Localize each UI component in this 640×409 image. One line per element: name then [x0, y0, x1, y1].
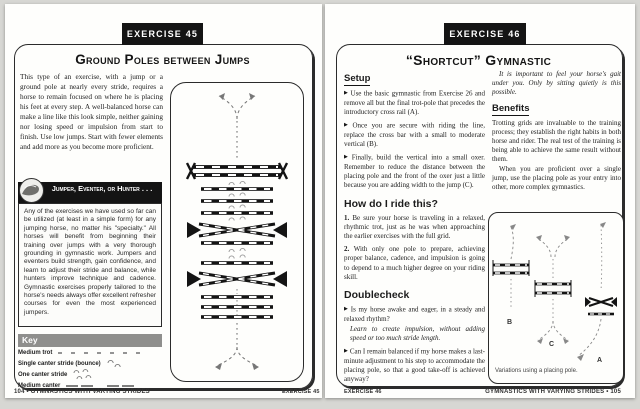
left-intro-column: [20, 72, 163, 156]
doublecheck-question: [344, 347, 485, 384]
bullet-icon: ▶: [344, 306, 349, 312]
doublecheck-question-text: Is my horse awake and eager, in a steady and relaxed rhythm?: [344, 305, 485, 323]
sidebar-body: Any of the exercises we have used so far can be utilized (at least in a simple form) for any jumping horse, no matter his "specialty." All horses will benefit from beginning their training over jumps with a very thorough grounding in gymnastic work. Jumpers and eventers build strength, gain confidence, and learn to adjust their stride and balance, while hunters improve technique and cadence. Gymnastic exercises properly tailored to the horse's needs always offer excellent refresher courses for even the most experienced jumpers.: [18, 203, 162, 327]
setup-bullet-text: Use the basic gymnastic from Exercise 26 and remove all but the final trot-pole that precedes the introductory cross rail (A).: [344, 89, 485, 116]
benefits-paragraph: Trotting grids are invaluable to the training process; they establish the right habits in both horse and rider. The real test of the training is being able to achieve the same result without them.: [492, 118, 621, 164]
sidebar-title: Jumper, Eventer, or Hunter . . .: [18, 182, 162, 203]
benefits-heading: Benefits: [492, 102, 530, 114]
bounce-symbol: [105, 359, 125, 369]
right-page-right-column: [492, 70, 621, 196]
key-title: Key: [18, 334, 162, 347]
setup-bullet: [344, 153, 485, 190]
right-page-footer: GYMNASTICS WITH VARYING STRIDES • 105: [485, 389, 621, 395]
variations-diagram-graphic: [489, 213, 621, 363]
ride-step: [344, 214, 485, 242]
diagram-label-a: A: [597, 357, 603, 364]
right-page: [325, 4, 635, 398]
variations-diagram: [488, 212, 624, 384]
diagram-label-c: C: [549, 341, 555, 348]
ride-step: [344, 245, 485, 282]
benefits-paragraph: When you are proficient over a single jump, use the placing pole as your entry into other, more complex gymnastics.: [492, 164, 621, 192]
diagram-label-b: B: [507, 319, 513, 326]
one-canter-symbol: [71, 369, 99, 381]
gait-note: It is important to feel your horse's gait under you. Only by sitting quietly is this possible.: [492, 70, 621, 97]
key-label: Medium canter: [18, 383, 61, 389]
step-text: With only one pole to prepare, achieving proper balance, cadence, and impulsion is going to depend to a much higher degree on your riding skill.: [344, 245, 485, 281]
key-row-bounce: [18, 359, 125, 369]
step-number: 1.: [344, 213, 350, 222]
key-label: Medium trot: [18, 350, 53, 356]
doublecheck-question: [344, 305, 485, 324]
course-diagram: [170, 82, 304, 382]
right-page-footer-exercise: EXERCISE 46: [344, 389, 382, 395]
right-page-left-column: [344, 68, 485, 389]
left-page-footer: 104 • GYMNASTICS WITH VARYING STRIDES: [14, 389, 150, 395]
bullet-icon: ▶: [344, 91, 349, 96]
right-page-title: “Shortcut” Gymnastic: [405, 52, 552, 68]
course-diagram-graphic: [171, 83, 303, 381]
doublecheck-tip: Learn to create impulsion, without adding speed or too much stride length.: [350, 324, 485, 343]
step-number: 2.: [344, 245, 350, 254]
medium-trot-symbol: [56, 350, 142, 356]
intro-paragraph: This type of an exercise, with a jump or a ground pole at nearly every stride, requires a horse to remain focused on where he is placing his feet at every step. A well-balanced horse can make a line like this look simple, neither gaining nor losing speed or impulsion from start to finish. Use low jumps. Start with fewer elements and add more as you become more proficient.: [20, 72, 163, 151]
left-page: [5, 4, 322, 398]
bullet-icon: ▶: [344, 349, 348, 355]
key-label: Single canter stride (bounce): [18, 361, 101, 367]
ride-heading: How do I ride this?: [344, 197, 438, 210]
doublecheck-heading: Doublecheck: [344, 288, 410, 301]
bullet-icon: ▶: [344, 123, 351, 129]
left-page-title: Ground Poles between Jumps: [75, 52, 250, 67]
setup-bullet-text: Finally, build the vertical into a small oxer. Remember to reduce the distance between the placing pole and the front of the oxer just a little because you are adding width to the jump (C).: [344, 153, 485, 190]
setup-heading: Setup: [344, 73, 371, 84]
exercise-45-tab: EXERCISE 45: [122, 23, 203, 45]
setup-bullet: [344, 89, 485, 117]
left-page-footer-exercise: EXERCISE 45: [282, 389, 320, 395]
key-row-one-canter: [18, 370, 99, 380]
key-row-medium-trot: [18, 348, 142, 358]
setup-bullet-text: Once you are secure with riding the line, replace the cross bar with a small to moderate vertical (B).: [344, 121, 485, 149]
step-text: Be sure your horse is traveling in a relaxed, rhythmic trot, just as he was when approaching the earlier exercises with the full grid.: [344, 213, 486, 240]
bullet-icon: ▶: [344, 155, 350, 161]
diagram-caption: Variations using a placing pole.: [495, 368, 578, 374]
doublecheck-question-text: Can I remain balanced if my horse makes a last-minute adjustment to his step to accommodate the placing pole, so that a good take-off is achieved anyway?: [344, 347, 485, 384]
exercise-46-tab: EXERCISE 46: [444, 23, 526, 45]
horse-icon: [18, 177, 45, 204]
key-label: One canter stride: [18, 372, 68, 378]
setup-bullet: [344, 121, 485, 149]
